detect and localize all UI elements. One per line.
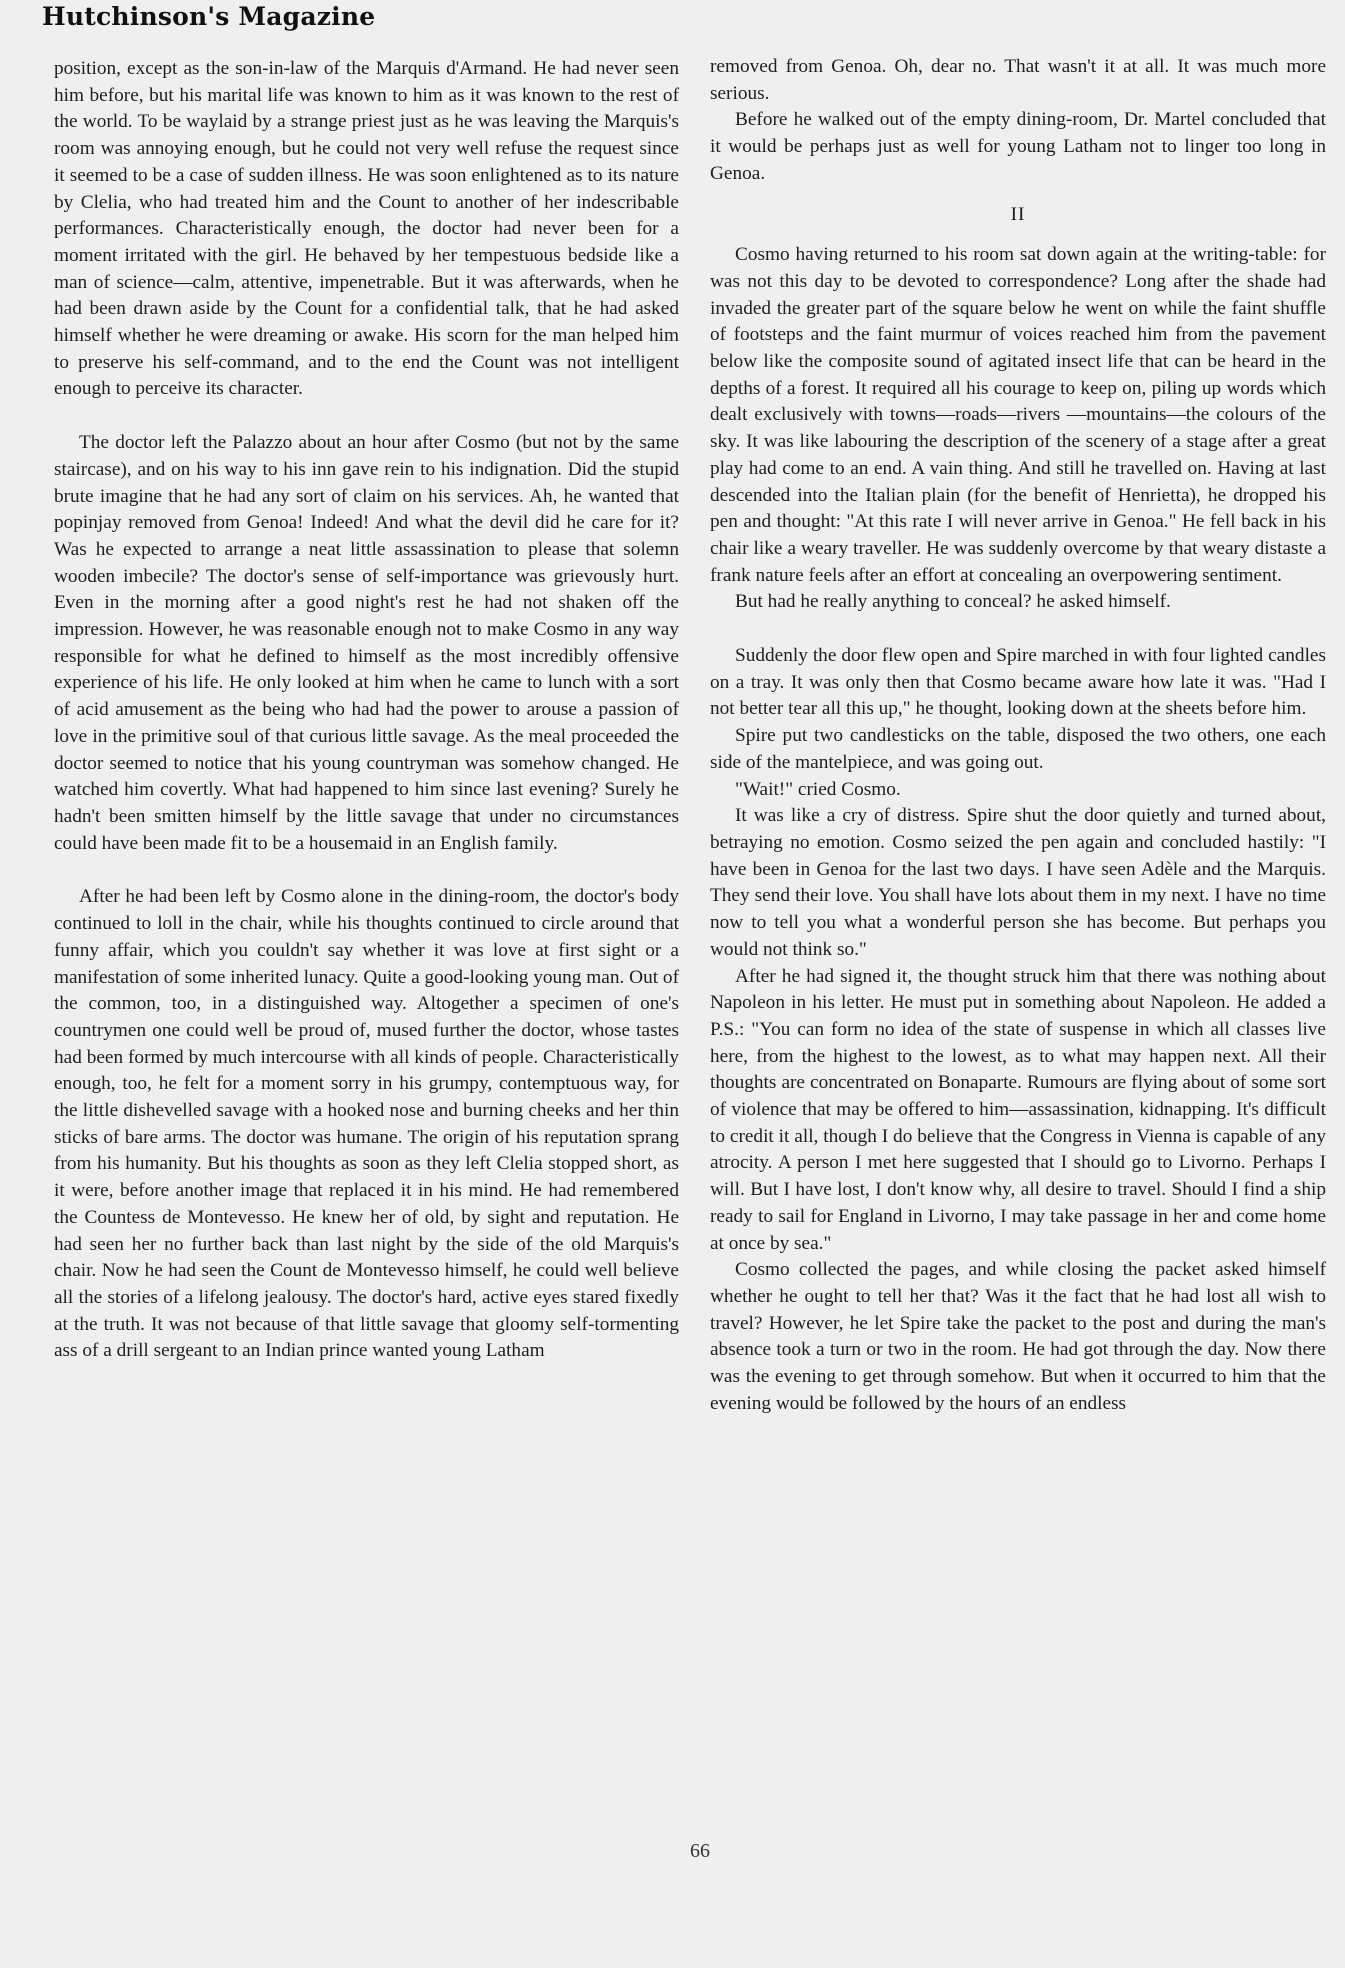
left-column <box>54 56 679 1365</box>
right-column <box>710 54 1326 1417</box>
section-number: II <box>1010 203 1026 225</box>
paragraph: Before he walked out of the empty dining-room, Dr. Martel concluded that it would be perhaps just as well for young Latham not to linger too long in Genoa. <box>710 109 1326 184</box>
paragraph: The doctor left the Palazzo about an hour after Cosmo (but not by the same staircase), and on his way to his inn gave rein to his indignation. Did the stupid brute imagine that he had any sort of claim on his services. Ah, he wanted that popinjay removed from Genoa! Indeed! And what the devil did he care for it? Was he expected to arrange a neat little assassination to please that solemn wooden imbecile? The doctor's sense of self-importance was grievously hurt. Even in the morning after a good night's rest he had not shaken off the impression. However, he was reasonable enough not to make Cosmo in any way responsible for what he defined to himself as the most incredibly offensive experience of his life. He only looked at him when he came to lunch with a sort of acid amusement as the being who had had the power to arouse a passion of love in the primitive soul of that curious little savage. As the meal proceeded the doctor seemed to notice that his young countryman was somehow changed. He watched him covertly. What had happened to him since last evening? Surely he hadn't been smitten himself by the little savage that under no circumstances could have been made fit to be a housemaid in an English family. <box>54 432 679 854</box>
paragraph: Suddenly the door flew open and Spire marched in with four lighted candles on a tray. It was only then that Cosmo became aware how late it was. "Had I not better tear all this up," he thought, looking down at the sheets before him. <box>710 645 1326 720</box>
paragraph: Cosmo collected the pages, and while closing the packet asked himself whether he ought to tell her that? Was it the fact that he had lost all wish to travel? However, he let Spire take the packet to the post and during the man's absence took a turn or two in the room. He had got through the day. Now there was the evening to get through somehow. But when it occurred to him that the evening would be followed by the hours of an endless <box>710 1259 1326 1414</box>
page-number: 66 <box>690 1840 710 1862</box>
paragraph: After he had been left by Cosmo alone in the dining-room, the doctor's body continued to loll in the chair, while his thoughts continued to circle around that funny affair, which you couldn't say whether it was love at first sight or a manifestation of some inherited lunacy. Quite a good-looking young man. Out of the common, too, in a distinguished way. Altogether a specimen of one's countrymen one could well be proud of, mused further the doctor, whose tastes had been formed by much intercourse with all kinds of people. Characteristically enough, too, he felt for a moment sorry in his grumpy, contemptuous way, for the little dishevelled savage with a hooked nose and burning cheeks and her thin sticks of bare arms. The doctor was humane. The origin of his reputation sprang from his humanity. But his thoughts as soon as they left Clelia stopped short, as it were, before another image that replaced it in his mind. He had remembered the Countess de Montevesso. He knew her of old, by sight and reputation. He had seen her no further back than last night by the side of the old Marquis's chair. Now he had seen the Count de Montevesso himself, he could well believe all the stories of a lifelong jealousy. The doctor's hard, active eyes stared fixedly at the truth. It was not because of that little savage that gloomy self-tormenting ass of a drill sergeant to an Indian prince wanted young Latham <box>54 886 679 1362</box>
paragraph: Spire put two candlesticks on the table, disposed the two others, one each side of the mantelpiece, and was going out. <box>710 725 1326 773</box>
paragraph: removed from Genoa. Oh, dear no. That wasn't it at all. It was much more serious. <box>710 56 1326 104</box>
running-head: Hutchinson's Magazine <box>42 2 376 31</box>
paragraph: Cosmo having returned to his room sat down again at the writing-table: for was not this day to be devoted to correspondence? Long after the shade had invaded the greater part of the square below he went on while the faint shuffle of footsteps and the faint murmur of voices reached him from the pavement below like the composite sound of agitated insect life that can be heard in the depths of a forest. It required all his courage to keep on, piling up words which dealt exclusively with towns—roads—rivers —mountains—the colours of the sky. It was like labouring the description of the scenery of a stage after a great play had come to an end. A vain thing. And still he travelled on. Having at last descended into the Italian plain (for the benefit of Henrietta), he dropped his pen and thought: "At this rate I will never arrive in Genoa." He fell back in his chair like a weary traveller. He was suddenly overcome by that weary distaste a frank nature feels after an effort at concealing an overpowering sentiment. <box>710 244 1326 586</box>
paragraph: But had he really anything to conceal? he asked himself. <box>735 591 1171 613</box>
paragraph: position, except as the son-in-law of the Marquis d'Armand. He had never seen him before, but his marital life was known to him as it was known to the rest of the world. To be waylaid by a strange priest just as he was leaving the Marquis's room was annoying enough, but he could not very well refuse the request since it seemed to be a case of sudden illness. He was soon enlightened as to its nature by Clelia, who had treated him and the Count to another of her indescribable performances. Characteristically enough, the doctor had never been for a moment irritated with the girl. He behaved by her tempestuous bedside like a man of science—calm, attentive, impenetrable. But it was afterwards, when he had been drawn aside by the Count for a confidential talk, that he had asked himself whether he were dreaming or awake. His scorn for the man helped him to preserve his self-command, and to the end the Count was not intelligent enough to perceive its character. <box>54 58 679 400</box>
paragraph: "Wait!" cried Cosmo. <box>735 778 901 800</box>
paragraph: It was like a cry of distress. Spire shut the door quietly and turned about, betraying no emotion. Cosmo seized the pen again and concluded hastily: "I have been in Genoa for the last two days. I have seen Adèle and the Marquis. They send their love. You shall have lots about them in my next. I have no time now to tell you what a wonderful person she has become. But perhaps you would not think so." <box>710 805 1326 960</box>
paragraph: After he had signed it, the thought struck him that there was nothing about Napoleon in his letter. He must put in something about Napoleon. He added a P.S.: "You can form no idea of the state of suspense in which all classes live here, from the highest to the lowest, as to what may happen next. All their thoughts are concentrated on Bonaparte. Rumours are flying about of some sort of violence that may be offered to him—assassination, kidnapping. It's difficult to credit it all, though I do believe that the Congress in Vienna is capable of any atrocity. A person I met here suggested that I should go to Livorno. Perhaps I will. But I have lost, I don't know why, all desire to travel. Should I find a ship ready to sail for England in Livorno, I may take passage in her and come home at once by sea." <box>710 965 1326 1254</box>
